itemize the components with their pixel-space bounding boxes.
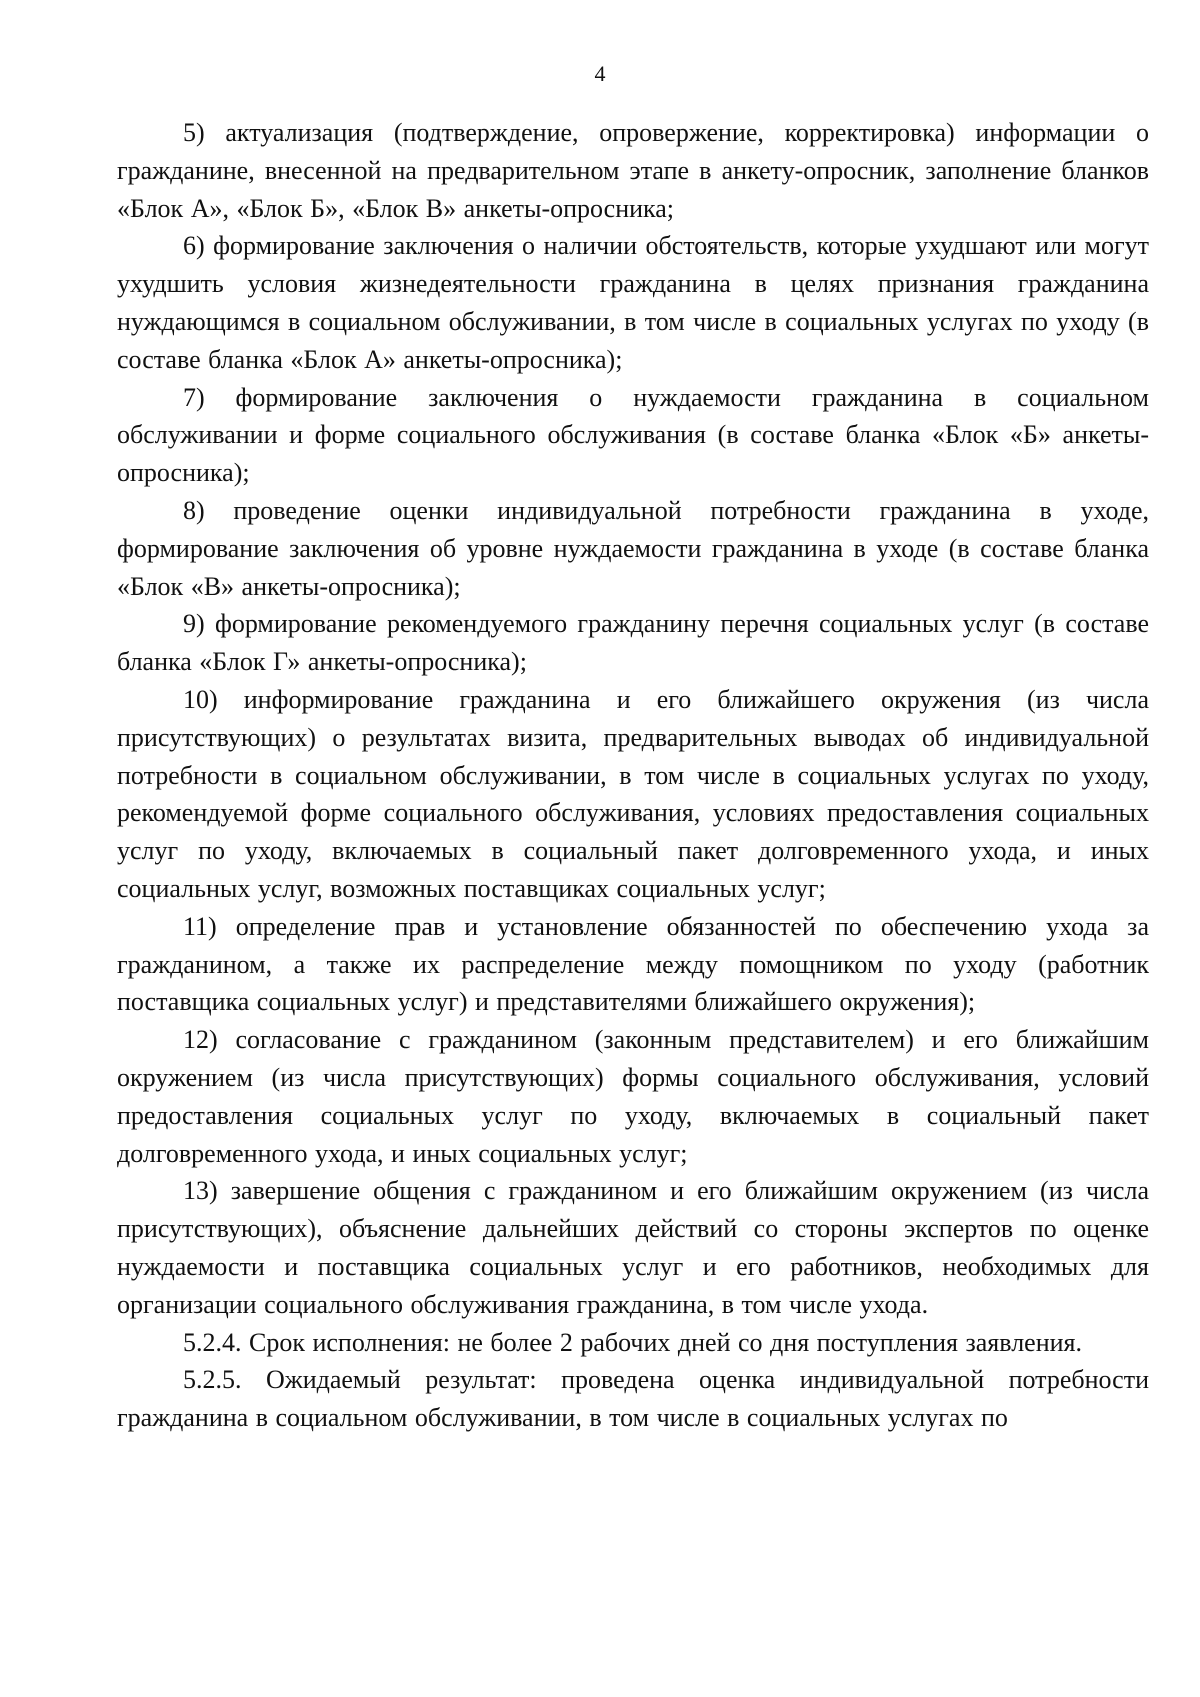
paragraph-item-10: 10) информирование гражданина и его ближайшего окружения (из числа присутствующих) о результатах визита, предварительных выводах об индивидуальной потребности в социальном обслуживании, в том числе в социальных услугах по уходу, рекомендуемой форме социального обслуживания, условиях предоставления социальных услуг по уходу, включаемых в социальный пакет долговременного ухода, и иных социальных услуг, возможных поставщиках социальных услуг; xyxy=(117,684,1149,903)
paragraph-item-6: 6) формирование заключения о наличии обстоятельств, которые ухудшают или могут ухудшить условия жизнедеятельности гражданина в целях признания гражданина нуждающимся в социальном обслуживании, в том числе в социальных услугах по уходу (в составе бланка «Блок А» анкеты-опросника); xyxy=(117,231,1149,374)
paragraph-item-13: 13) завершение общения с гражданином и его ближайшим окружением (из числа присутствующих), объяснение дальнейших действий со стороны экспертов по оценке нуждаемости и поставщика социальных услуг и его работников, необходимых для организации социального обслуживания гражданина, в том числе ухода. xyxy=(117,1176,1149,1319)
paragraph-deadline: 5.2.4. Срок исполнения: не более 2 рабочих дней со дня поступления заявления. xyxy=(183,1327,1082,1357)
paragraph-item-7: 7) формирование заключения о нуждаемости гражданина в социальном обслуживании и форме социального обслуживания (в составе бланка «Блок «Б» анкеты-опросника); xyxy=(117,382,1149,488)
document-body xyxy=(117,114,1149,1437)
paragraph-item-11: 11) определение прав и установление обязанностей по обеспечению ухода за гражданином, а также их распределение между помощником по уходу (работник поставщика социальных услуг) и представителями ближайшего окружения); xyxy=(117,911,1149,1017)
paragraph-expected-result: 5.2.5. Ожидаемый результат: проведена оценка индивидуальной потребности гражданина в социальном обслуживании, в том числе в социальных услугах по xyxy=(117,1365,1149,1433)
paragraph-item-8: 8) проведение оценки индивидуальной потребности гражданина в уходе, формирование заключения об уровне нуждаемости гражданина в уходе (в составе бланка «Блок «В» анкеты-опросника); xyxy=(117,495,1149,601)
page-number: 4 xyxy=(594,61,606,86)
paragraph-item-9: 9) формирование рекомендуемого гражданину перечня социальных услуг (в составе бланка «Блок Г» анкеты-опросника); xyxy=(117,609,1149,677)
paragraph-item-12: 12) согласование с гражданином (законным представителем) и его ближайшим окружением (из числа присутствующих) формы социального обслуживания, условий предоставления социальных услуг по уходу, включаемых в социальный пакет долговременного ухода, и иных социальных услуг; xyxy=(117,1025,1149,1168)
paragraph-item-5: 5) актуализация (подтверждение, опровержение, корректировка) информации о гражданине, внесенной на предварительном этапе в анкету-опросник, заполнение бланков «Блок А», «Блок Б», «Блок В» анкеты-опросника; xyxy=(117,118,1149,223)
